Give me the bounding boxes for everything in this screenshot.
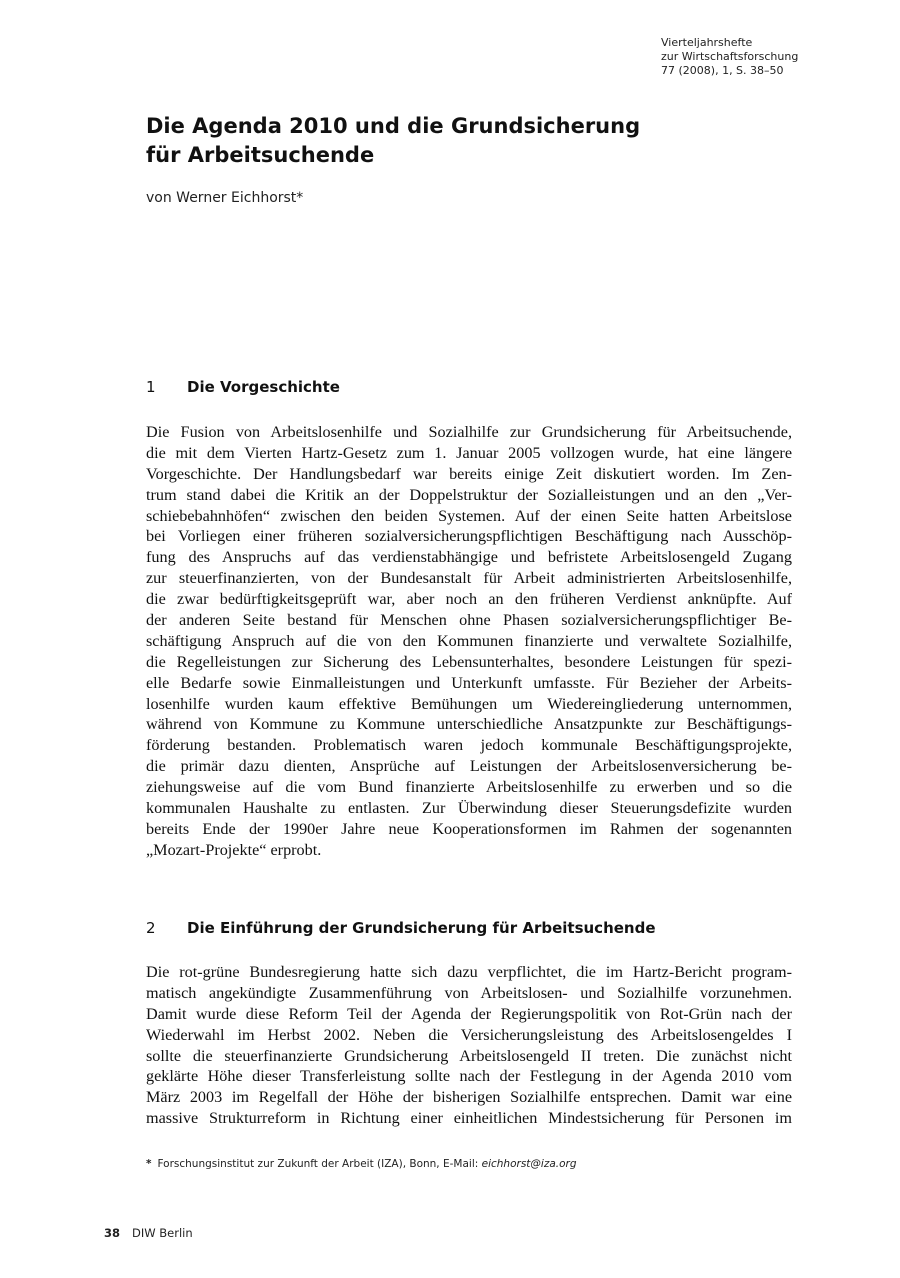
- journal-name-line2: zur Wirtschaftsforschung: [661, 50, 799, 63]
- text-line: während von Kommune zu Kommune unterschiedliche Ansatzpunkte zur Beschäftigungs-: [146, 715, 792, 734]
- section-number: 2: [146, 919, 156, 937]
- footnote-email-link[interactable]: eichhorst@iza.org: [481, 1158, 577, 1170]
- text-line: Damit wurde diese Reform Teil der Agenda der Regierungspolitik von Rot-Grün nach der: [146, 1004, 792, 1023]
- article-title-line2: für Arbeitsuchende: [146, 143, 375, 167]
- section-1-body: [146, 422, 792, 861]
- text-line: die Regelleistungen zur Sicherung des Lebensunterhaltes, besondere Leistungen für spezi-: [146, 652, 792, 671]
- article-title: [146, 112, 640, 170]
- text-line: losenhilfe wurden kaum effektive Bemühungen um Wiedereingliederung unternommen,: [146, 694, 792, 713]
- section-2-body: [146, 962, 792, 1129]
- text-line: sollte die steuerfinanzierte Grundsicherung Arbeitslosengeld II treten. Die zunächst nicht: [146, 1046, 792, 1065]
- page-number: 38: [104, 1226, 121, 1240]
- text-line: schiebebahnhöfen“ zwischen den beiden Systemen. Auf der einen Seite hatten Arbeitslose: [146, 506, 792, 525]
- author-byline: von Werner Eichhorst*: [146, 190, 304, 206]
- text-line: bei Vorliegen einer früheren sozialversicherungspflichtigen Beschäftigung nach Ausschöp-: [146, 527, 792, 546]
- text-line: kommunalen Haushalte zu entlasten. Zur Überwindung dieser Steuerungsdefizite wurden: [146, 799, 792, 818]
- text-line: trum stand dabei die Kritik an der Doppelstruktur der Sozialleistungen und an den „Ver-: [146, 485, 792, 504]
- footnote-text: Forschungsinstitut zur Zukunft der Arbeit (IZA), Bonn, E-Mail:: [157, 1158, 482, 1170]
- text-line: die primär dazu dienten, Ansprüche auf Leistungen der Arbeitslosenversicherung be-: [146, 757, 792, 776]
- text-line: die mit dem Vierten Hartz-Gesetz zum 1. Januar 2005 vollzogen wurde, hat eine längere: [146, 443, 792, 462]
- text-line: „Mozart-Projekte“ erprobt.: [146, 840, 322, 859]
- text-line: bereits Ende der 1990er Jahre neue Kooperationsformen im Rahmen der sogenannten: [146, 819, 792, 838]
- section-number: 1: [146, 378, 156, 396]
- section-title: Die Vorgeschichte: [187, 378, 340, 396]
- text-line: geklärte Höhe dieser Transferleistung sollte nach der Festlegung in der Agenda 2010 vom: [146, 1067, 792, 1086]
- journal-name-line1: Vierteljahrshefte: [661, 36, 753, 49]
- article-title-line1: Die Agenda 2010 und die Grundsicherung: [146, 114, 641, 138]
- section-title: Die Einführung der Grundsicherung für Arbeitsuchende: [187, 919, 656, 937]
- text-line: Die Fusion von Arbeitslosenhilfe und Sozialhilfe zur Grundsicherung für Arbeitsuchende,: [146, 423, 792, 441]
- text-line: März 2003 im Regelfall der Höhe der bisherigen Sozialhilfe entsprechen. Damit war eine: [146, 1088, 792, 1107]
- publisher-name: DIW Berlin: [132, 1226, 193, 1240]
- section-2-heading: [146, 919, 656, 937]
- page-footer: [104, 1226, 193, 1240]
- text-line: schäftigung Anspruch auf die von den Kommunen finanzierte und verwaltete Sozialhilfe,: [146, 631, 792, 650]
- text-line: die zwar bedürftigkeitsgeprüft war, aber noch an den früheren Verdienst anknüpfte. Auf: [146, 590, 792, 609]
- journal-volume-line: 77 (2008), 1, S. 38–50: [661, 64, 784, 77]
- footnote: [146, 1158, 577, 1170]
- text-line: zur steuerfinanzierten, von der Bundesanstalt für Arbeit administrierten Arbeitslosenhilfe,: [146, 569, 792, 588]
- text-line: elle Bedarfe sowie Einmalleistungen und Unterkunft umfasste. Für Bezieher der Arbeits-: [146, 673, 792, 692]
- text-line: ziehungsweise auf die vom Bund finanzierte Arbeitslosenhilfe zu erwerben und so die: [146, 778, 792, 797]
- text-line: förderung bestanden. Problematisch waren jedoch kommunale Beschäftigungsprojekte,: [146, 736, 792, 755]
- text-line: Die rot-grüne Bundesregierung hatte sich dazu verpflichtet, die im Hartz-Bericht program-: [146, 963, 792, 981]
- footnote-marker: *: [146, 1158, 152, 1170]
- text-line: der anderen Seite bestand für Menschen ohne Phasen sozialversicherungspflichtiger Be-: [146, 611, 792, 630]
- text-line: Vorgeschichte. Der Handlungsbedarf war bereits einige Zeit diskutiert worden. Im Zen-: [146, 464, 792, 483]
- text-line: Wiederwahl im Herbst 2002. Neben die Versicherungsleistung des Arbeitslosengeldes I: [146, 1025, 792, 1044]
- text-line: fung des Anspruchs auf das verdienstabhängige und befristete Arbeitslosengeld Zugang: [146, 548, 792, 567]
- section-1-heading: [146, 378, 340, 396]
- text-line: matisch angekündigte Zusammenführung von Arbeitslosen- und Sozialhilfe vorzunehmen.: [146, 983, 792, 1002]
- text-line: massive Strukturreform in Richtung einer einheitlichen Mindestsicherung für Personen im: [146, 1109, 792, 1128]
- journal-citation: [661, 36, 798, 78]
